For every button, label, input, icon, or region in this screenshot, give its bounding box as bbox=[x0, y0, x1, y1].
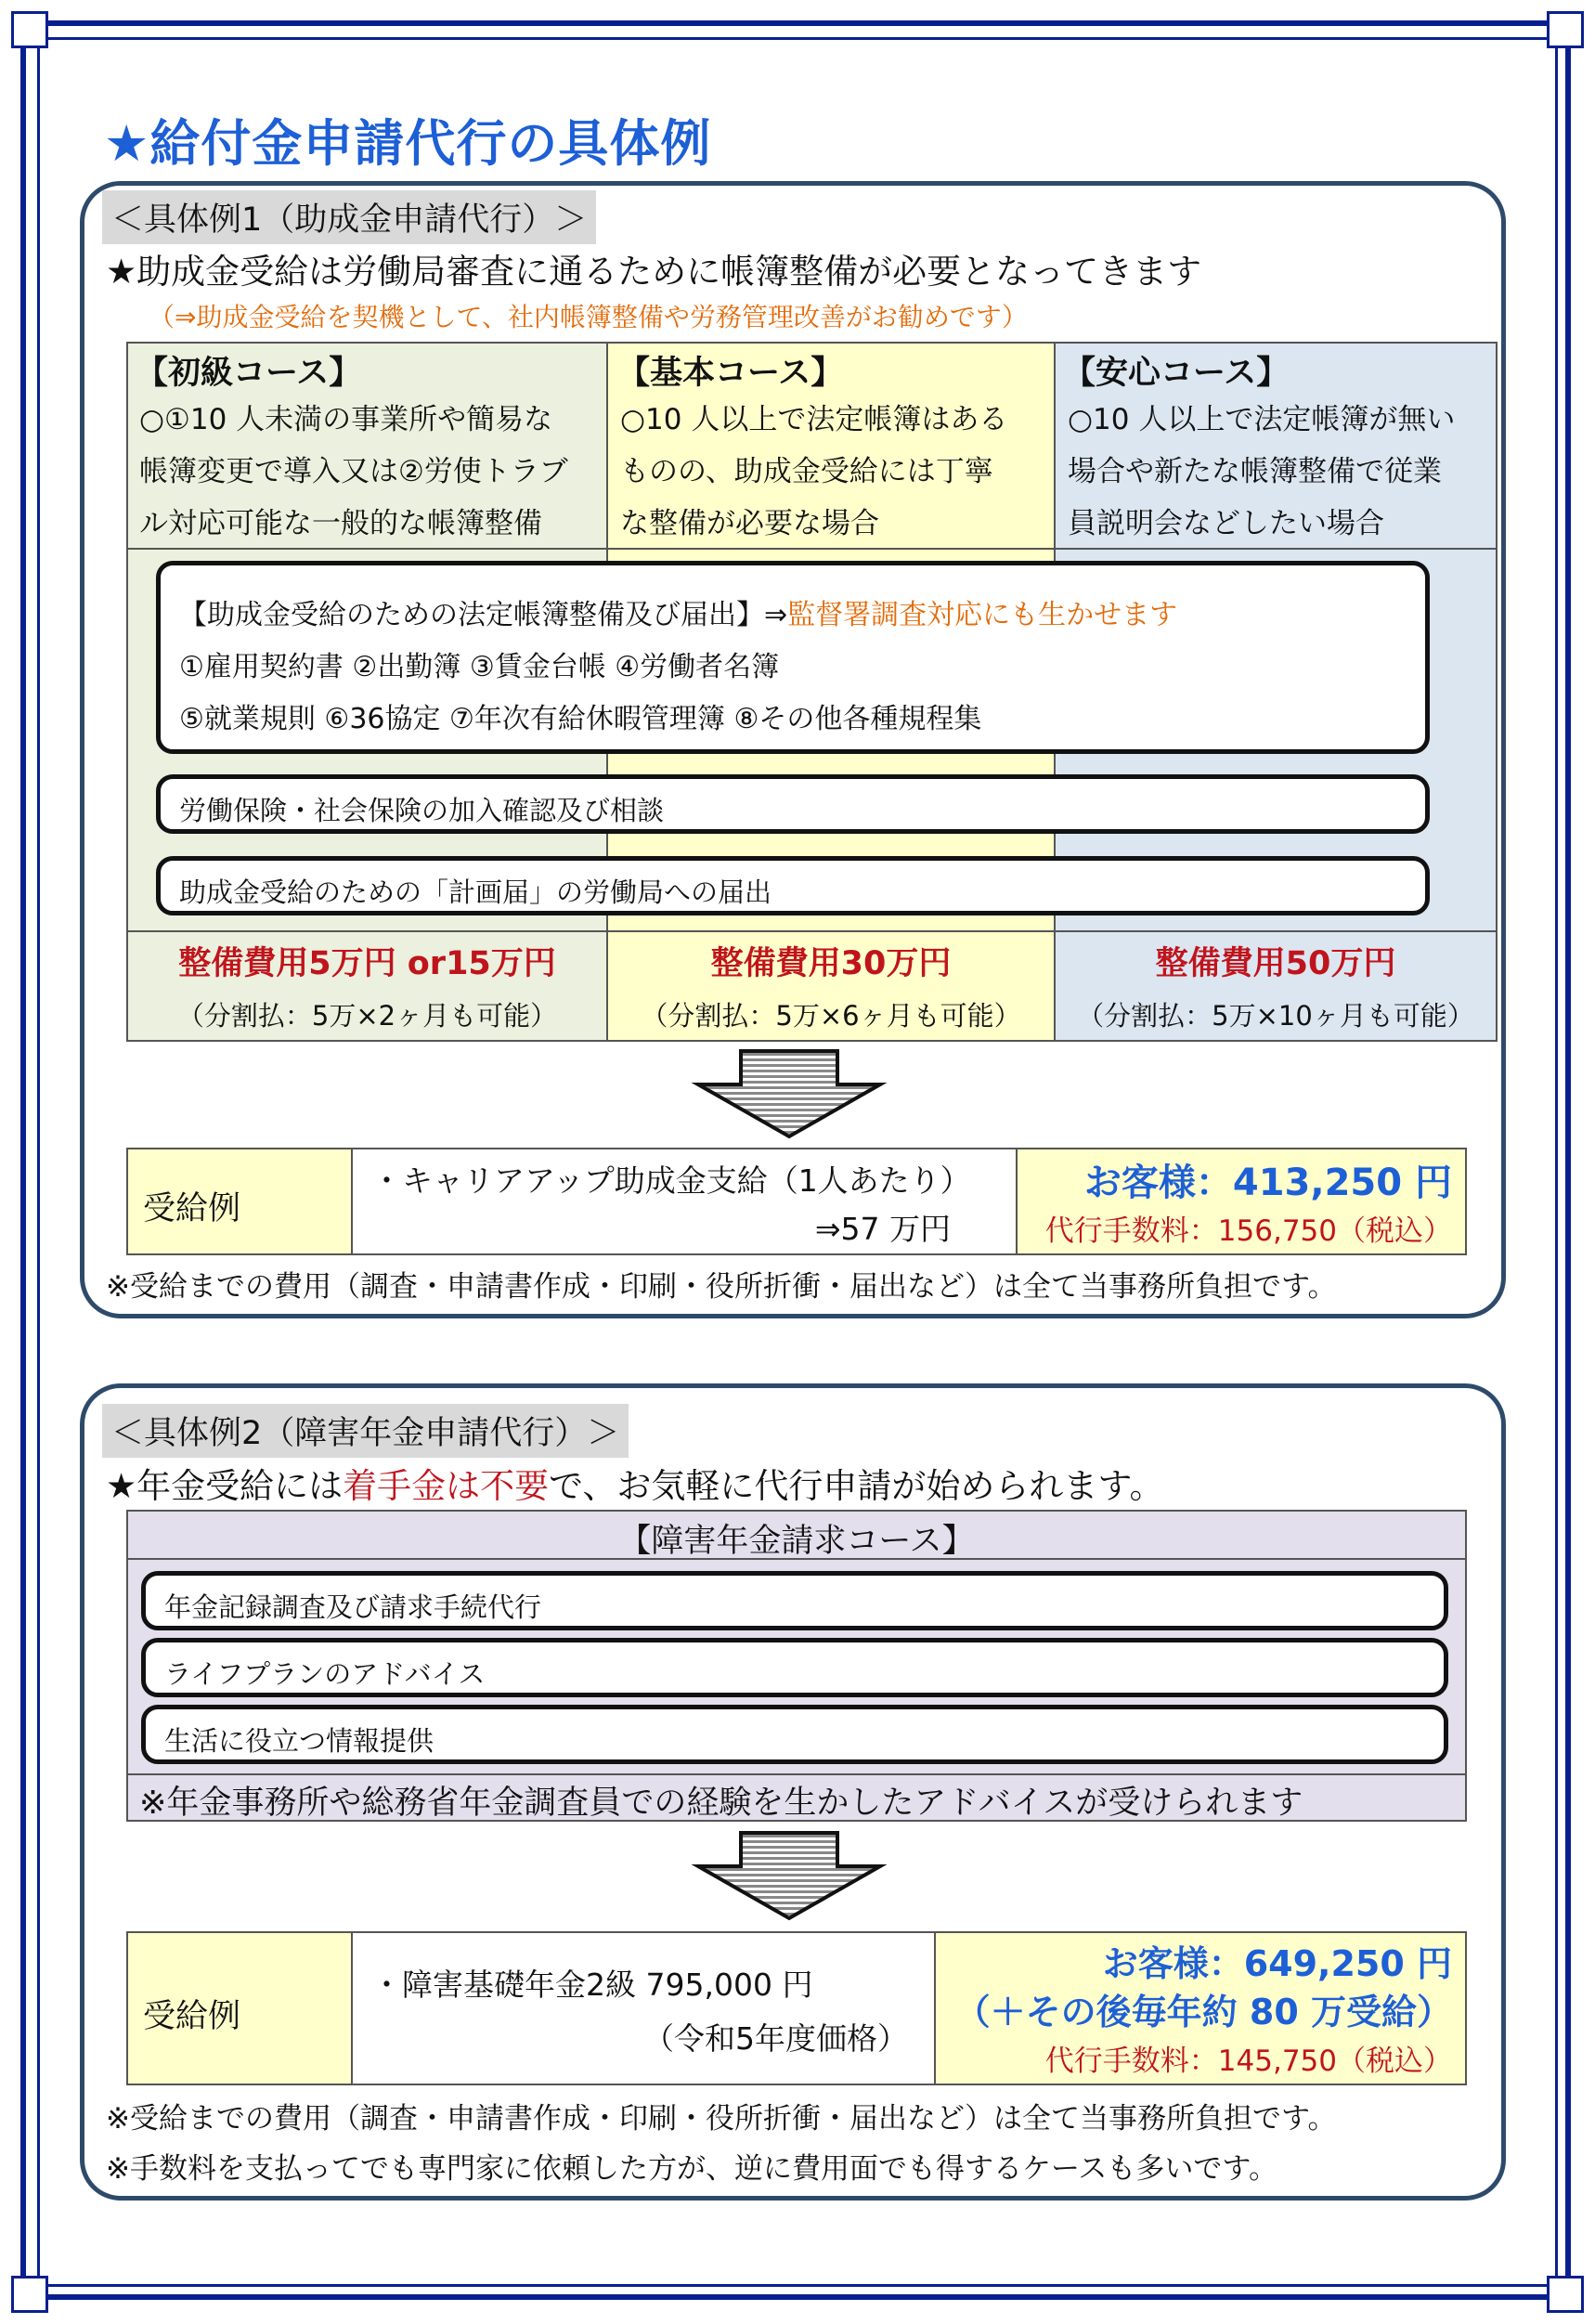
annual-benefit: （＋その後毎年約 80 万受給） bbox=[954, 1992, 1452, 2032]
down-arrow-icon bbox=[687, 1829, 891, 1922]
cost-basic: 整備費用30万円 bbox=[710, 945, 952, 982]
page-title: ★給付金申請代行の具体例 bbox=[104, 114, 712, 173]
frame-corner bbox=[1547, 2276, 1584, 2313]
course-desc: ○10 人以上で法定帳簿が無い 場合や新たな帳簿整備で従業 員説明会などしたい場合 bbox=[1068, 403, 1456, 540]
example2-tag: ＜具体例2（障害年金申請代行）＞ bbox=[102, 1404, 629, 1458]
customer-amount: お客様：413,250 円 bbox=[1083, 1162, 1452, 1204]
course-desc: ○①10 人未満の事業所や簡易な 帳簿変更で導入又は②労使トラブ ル対応可能な一般的な帳簿整備 bbox=[139, 403, 568, 540]
pension-item: ライフプランのアドバイス bbox=[141, 1638, 1448, 1697]
insurance-box: 労働保険・社会保険の加入確認及び相談 bbox=[156, 774, 1430, 834]
result-label-cell: 受給例 bbox=[128, 1149, 353, 1253]
result-amount-cell bbox=[936, 1933, 1465, 2084]
result-label-cell: 受給例 bbox=[128, 1933, 353, 2084]
pension-course-heading: 【障害年金請求コース】 bbox=[618, 1523, 975, 1560]
cost-beginner: 整備費用5万円 or15万円 bbox=[178, 945, 556, 982]
frame-corner bbox=[11, 2276, 48, 2313]
cost-safe: 整備費用50万円 bbox=[1155, 945, 1396, 982]
example1-note: （⇒助成金受給を契機として、社内帳簿整備や労務管理改善がお勧めです） bbox=[149, 302, 1028, 332]
pension-item: 生活に役立つ情報提供 bbox=[141, 1705, 1448, 1764]
example1-footnote: ※受給までの費用（調査・申請書作成・印刷・役所折衝・届出など）は全て当事務所負担です。 bbox=[106, 1270, 1337, 1304]
divider bbox=[126, 930, 1498, 932]
divider bbox=[126, 1773, 1467, 1775]
pension-item: 年金記録調査及び請求手続代行 bbox=[141, 1571, 1448, 1630]
frame-corner bbox=[11, 11, 48, 48]
example2-footnote: ※手数料を支払ってでも専門家に依頼した方が、逆に費用面でも得するケースも多いです。 bbox=[106, 2152, 1277, 2186]
ledger-box: 【助成金受給のための法定帳簿整備及び届出】⇒監督署調査対応にも生かせます ①雇用契約書 ②出勤簿 ③賃金台帳 ④労働者名簿 ⑤就業規則 ⑥36協定 ⑦年次有給休暇管理簿 ⑧その他各種規程集 bbox=[156, 561, 1430, 754]
example2-footnote: ※受給までの費用（調査・申請書作成・印刷・役所折衝・届出など）は全て当事務所負担です。 bbox=[106, 2102, 1337, 2136]
pension-course-note: ※年金事務所や総務省年金調査員での経験を生かしたアドバイスが受けられます bbox=[139, 1785, 1303, 1822]
result-amount-cell bbox=[1018, 1149, 1465, 1253]
example1-lead: ★助成金受給は労働局審査に通るために帳簿整備が必要となってきます bbox=[106, 252, 1202, 292]
course-heading: 【初級コース】 bbox=[136, 355, 362, 392]
result-desc-cell: ・キャリアアップ助成金支給（1人あたり） ⇒57 万円 bbox=[353, 1149, 1018, 1253]
example2-lead: ★年金受給には着手金は不要で、お気軽に代行申請が始められます。 bbox=[106, 1466, 1164, 1506]
course-heading: 【安心コース】 bbox=[1063, 355, 1290, 392]
course-desc: ○10 人以上で法定帳簿はある ものの、助成金受給には丁寧 な整備が必要な場合 bbox=[620, 403, 1008, 540]
result-desc-cell: ・障害基礎年金2級 795,000 円 （令和5年度価格） bbox=[353, 1933, 936, 2084]
example1-tag: ＜具体例1（助成金申請代行）＞ bbox=[102, 190, 596, 244]
customer-amount: お客様：649,250 円 bbox=[1102, 1943, 1452, 1984]
installment-basic: （分割払：5万×6ヶ月も可能） bbox=[641, 1000, 1021, 1032]
installment-beginner: （分割払：5万×2ヶ月も可能） bbox=[176, 1000, 558, 1032]
installment-safe: （分割払：5万×10ヶ月も可能） bbox=[1077, 1000, 1474, 1032]
frame-corner bbox=[1547, 11, 1584, 48]
agency-fee: 代行手数料：145,750（税込） bbox=[1044, 2045, 1452, 2078]
agency-fee: 代行手数料：156,750（税込） bbox=[1044, 1214, 1452, 1248]
down-arrow-icon bbox=[687, 1047, 891, 1140]
course-heading: 【基本コース】 bbox=[617, 355, 844, 392]
plan-filing-box: 助成金受給のための「計画届」の労働局への届出 bbox=[156, 856, 1430, 915]
result-table-2 bbox=[126, 1931, 1467, 2085]
result-table-1 bbox=[126, 1148, 1467, 1255]
